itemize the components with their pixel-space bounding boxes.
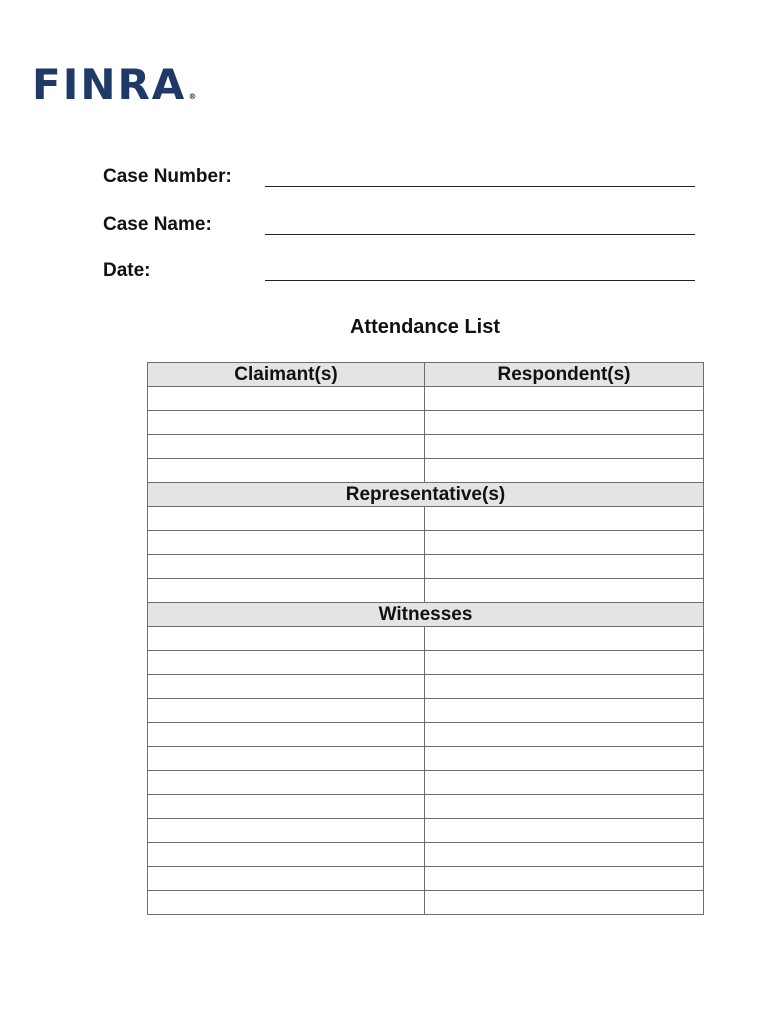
section-1-left-cell[interactable]: [148, 795, 425, 819]
table-row: [148, 507, 704, 531]
section-1-right-cell[interactable]: [425, 747, 704, 771]
table-row: [148, 867, 704, 891]
section-1-right-cell[interactable]: [425, 627, 704, 651]
section-header: Witnesses: [148, 603, 704, 627]
section-1-right-cell[interactable]: [425, 819, 704, 843]
table-row: [148, 531, 704, 555]
section-header-row: [148, 603, 704, 627]
section-0-left-cell[interactable]: [148, 531, 425, 555]
section-header: Representative(s): [148, 483, 704, 507]
respondents-header: Respondent(s): [425, 363, 704, 387]
section-1-right-cell[interactable]: [425, 771, 704, 795]
party-right-cell[interactable]: [425, 459, 704, 483]
table-row: [148, 891, 704, 915]
table-row: [148, 435, 704, 459]
section-0-right-cell[interactable]: [425, 579, 704, 603]
logo-text: FINRA: [32, 60, 187, 109]
section-1-left-cell[interactable]: [148, 843, 425, 867]
section-0-right-cell[interactable]: [425, 507, 704, 531]
finra-logo: [32, 60, 197, 109]
attendance-table: [147, 362, 704, 915]
table-row: [148, 747, 704, 771]
table-row: [148, 843, 704, 867]
section-0-right-cell[interactable]: [425, 555, 704, 579]
section-1-left-cell[interactable]: [148, 891, 425, 915]
table-row: [148, 723, 704, 747]
section-1-left-cell[interactable]: [148, 747, 425, 771]
table-row: [148, 699, 704, 723]
table-row: [148, 651, 704, 675]
table-row: [148, 387, 704, 411]
table-row: [148, 819, 704, 843]
party-left-cell[interactable]: [148, 459, 425, 483]
section-1-right-cell[interactable]: [425, 699, 704, 723]
section-1-right-cell[interactable]: [425, 651, 704, 675]
section-0-left-cell[interactable]: [148, 507, 425, 531]
section-1-left-cell[interactable]: [148, 867, 425, 891]
table-row: [148, 771, 704, 795]
table-row: [148, 459, 704, 483]
party-right-cell[interactable]: [425, 411, 704, 435]
section-1-left-cell[interactable]: [148, 627, 425, 651]
section-1-left-cell[interactable]: [148, 771, 425, 795]
section-1-left-cell[interactable]: [148, 651, 425, 675]
party-left-cell[interactable]: [148, 411, 425, 435]
section-1-right-cell[interactable]: [425, 723, 704, 747]
section-1-left-cell[interactable]: [148, 819, 425, 843]
section-0-right-cell[interactable]: [425, 531, 704, 555]
case-name-label: Case Name:: [103, 214, 212, 235]
date-label: Date:: [103, 260, 151, 281]
section-0-left-cell[interactable]: [148, 555, 425, 579]
party-right-cell[interactable]: [425, 387, 704, 411]
date-row: [103, 260, 703, 286]
section-header-row: [148, 483, 704, 507]
table-row: [148, 675, 704, 699]
case-number-field[interactable]: [265, 186, 695, 187]
party-left-cell[interactable]: [148, 387, 425, 411]
section-1-left-cell[interactable]: [148, 699, 425, 723]
registered-mark: ®: [188, 92, 197, 101]
table-header-row: [148, 363, 704, 387]
case-name-field[interactable]: [265, 234, 695, 235]
table-row: [148, 555, 704, 579]
attendance-list-title: Attendance List: [349, 316, 501, 338]
table-row: [148, 579, 704, 603]
table-row: [148, 627, 704, 651]
section-1-left-cell[interactable]: [148, 675, 425, 699]
case-number-row: [103, 166, 703, 192]
section-1-right-cell[interactable]: [425, 891, 704, 915]
case-name-row: [103, 214, 703, 240]
section-0-left-cell[interactable]: [148, 579, 425, 603]
date-field[interactable]: [265, 280, 695, 281]
section-1-right-cell[interactable]: [425, 843, 704, 867]
table-row: [148, 411, 704, 435]
section-1-right-cell[interactable]: [425, 795, 704, 819]
section-1-left-cell[interactable]: [148, 723, 425, 747]
section-1-right-cell[interactable]: [425, 675, 704, 699]
section-1-right-cell[interactable]: [425, 867, 704, 891]
party-right-cell[interactable]: [425, 435, 704, 459]
party-left-cell[interactable]: [148, 435, 425, 459]
claimants-header: Claimant(s): [148, 363, 425, 387]
table-row: [148, 795, 704, 819]
case-number-label: Case Number:: [103, 166, 232, 187]
